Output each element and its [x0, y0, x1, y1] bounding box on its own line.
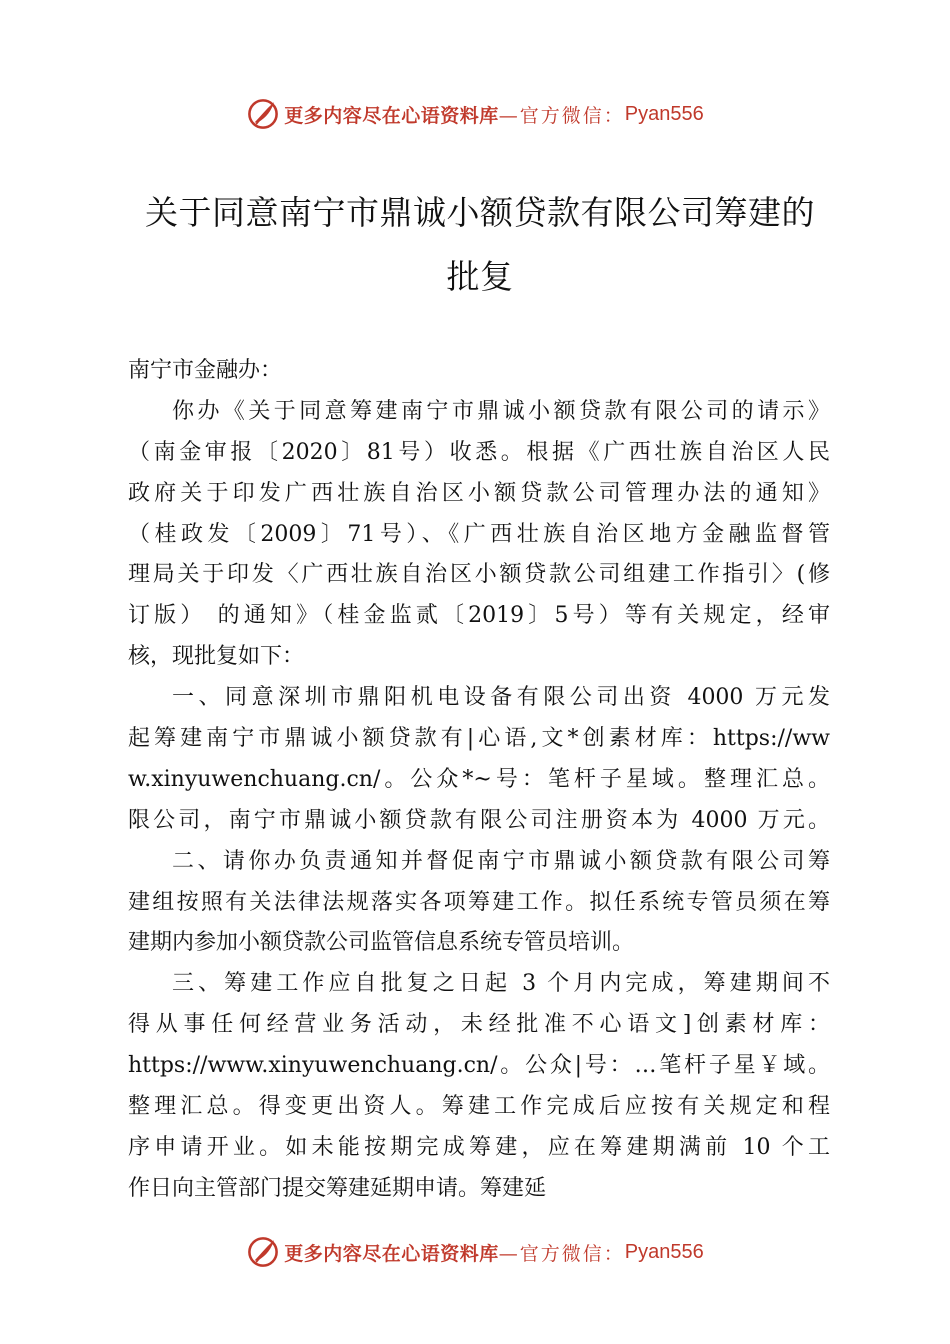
body-line: 订版） 的通知》（桂金监贰〔2019〕5号）等有关规定，经审 [128, 603, 830, 629]
body-line: 理局关于印发〈广西壮族自治区小额贷款公司组建工作指引〉(修 [128, 562, 830, 588]
document-title-line-1: 关于同意南宁市鼎诚小额贷款有限公司筹建的 [145, 193, 815, 232]
footer-watermark-banner [0, 1232, 950, 1272]
banner-main-text: 更多内容尽在心语资料库 [284, 104, 499, 127]
banner-sub-text: —官方微信： [498, 104, 625, 127]
body-line: 限公司，南宁市鼎诚小额贷款有限公司注册资本为 4000 万元。 [128, 807, 830, 833]
header-watermark-banner [0, 94, 950, 134]
document-body [128, 351, 830, 1210]
banner-wechat-handle: Pyan556 [624, 102, 704, 125]
body-line: w.xinyuwenchuang.cn/。公众*~号：笔杆子星域。整理汇总。 [128, 766, 830, 792]
body-line: 一、同意深圳市鼎阳机电设备有限公司出资 4000 万元发 [172, 685, 830, 711]
body-line: （南金审报〔2020〕81号）收悉。根据《广西壮族自治区人民 [128, 439, 830, 465]
body-line: 序申请开业。如未能按期完成筹建，应在筹建期满前 10 个工 [128, 1134, 830, 1160]
body-line: 作日向主管部门提交筹建延期申请。筹建延 [128, 1175, 547, 1201]
body-line: （桂政发〔2009〕71号）、《广西壮族自治区地方金融监督管 [128, 521, 830, 547]
banner-wechat-handle: Pyan556 [624, 1240, 704, 1263]
body-line: 二、请你办负责通知并督促南宁市鼎诚小额贷款有限公司筹 [172, 848, 830, 874]
salutation: 南宁市金融办： [128, 358, 283, 383]
body-line: 核，现批复如下： [128, 644, 305, 670]
document-title-line-2: 批复 [446, 257, 514, 296]
body-line: 建组按照有关法律法规落实各项筹建工作。拟任系统专管员须在筹 [128, 889, 830, 915]
body-line: 建期内参加小额贷款公司监管信息系统专管员培训。 [128, 930, 635, 956]
quill-pen-logo-icon [246, 97, 280, 131]
body-line: 政府关于印发广西壮族自治区小额贷款公司管理办法的通知》 [128, 480, 830, 506]
quill-pen-logo-icon [246, 1235, 280, 1269]
body-line: 整理汇总。得变更出资人。筹建工作完成后应按有关规定和程 [128, 1094, 830, 1120]
banner-sub-text: —官方微信： [498, 1242, 625, 1265]
body-line: 得从事任何经营业务活动，未经批准不心语文]创素材库： [128, 1012, 830, 1038]
body-line: 起筹建南宁市鼎诚小额贷款有|心语,文*创素材库：https://ww [128, 726, 830, 752]
body-line: https://www.xinyuwenchuang.cn/。公众|号：…笔杆子星￥域。 [128, 1053, 830, 1079]
body-line: 你办《关于同意筹建南宁市鼎诚小额贷款有限公司的请示》 [172, 398, 830, 424]
banner-main-text: 更多内容尽在心语资料库 [284, 1242, 499, 1265]
body-line: 三、筹建工作应自批复之日起 3 个月内完成，筹建期间不 [172, 971, 830, 997]
